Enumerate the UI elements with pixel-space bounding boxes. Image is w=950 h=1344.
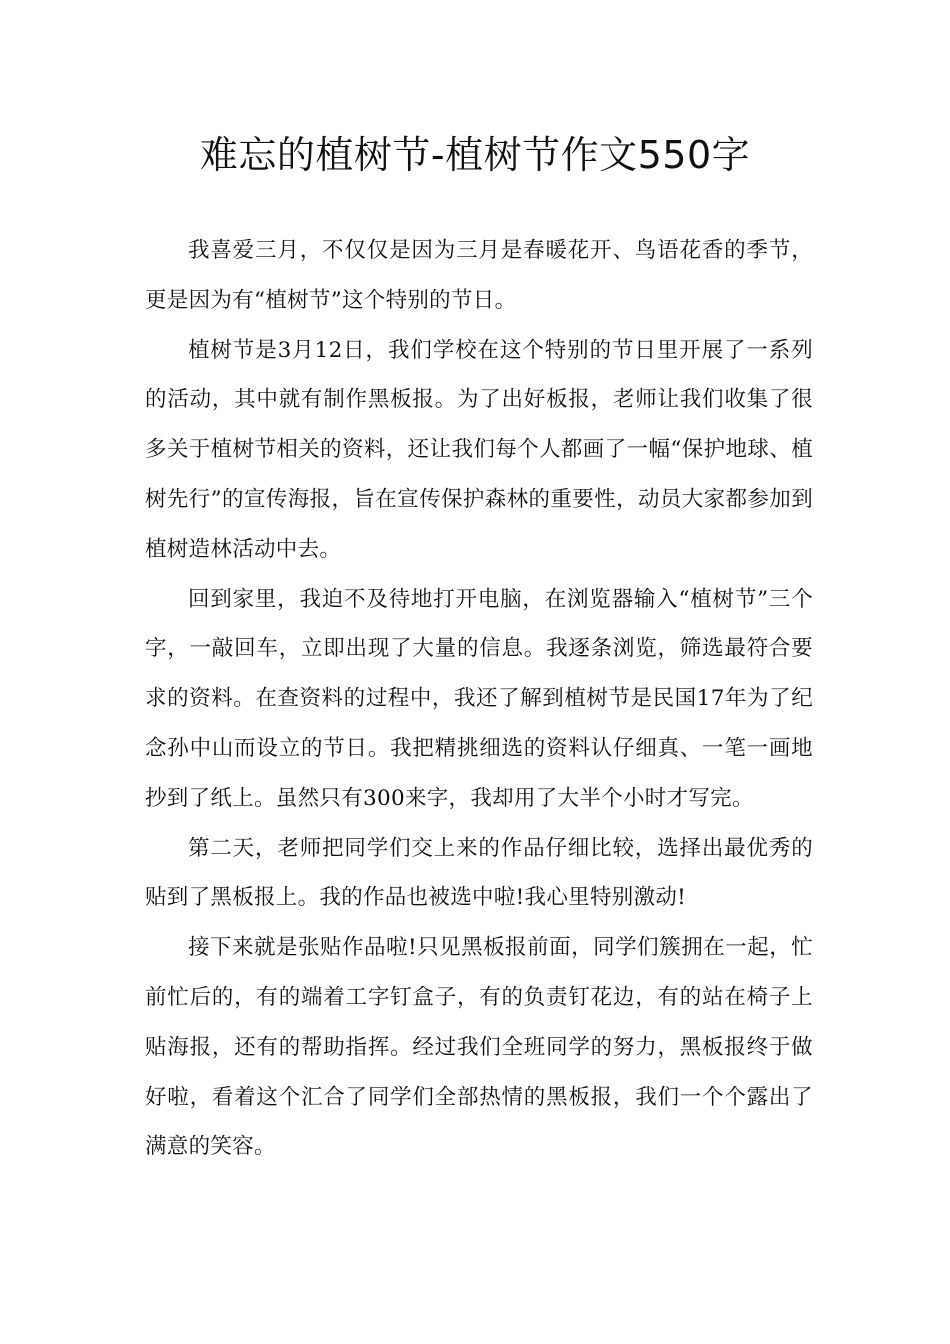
paragraph: 接下来就是张贴作品啦!只见黑板报前面，同学们簇拥在一起，忙前忙后的，有的端着工字钉盒子，有的负责钉花边，有的站在椅子上贴海报，还有的帮助指挥。经过我们全班同学的努力，黑板报终于做好啦，看着这个汇合了同学们全部热情的黑板报，我们一个个露出了满意的笑容。: [145, 935, 813, 1160]
paragraph: 回到家里，我迫不及待地打开电脑，在浏览器输入“植树节”三个字，一敲回车，立即出现了大量的信息。我逐条浏览，筛选最符合要求的资料。在查资料的过程中，我还了解到植树节是民国17年为了纪念孙中山而设立的节日。我把精挑细选的资料认仔细真、一笔一画地抄到了纸上。虽然只有300来字，我却用了大半个小时才写完。: [145, 586, 813, 811]
paragraph: 植树节是3月12日，我们学校在这个特别的节日里开展了一系列的活动，其中就有制作黑板报。为了出好板报，老师让我们收集了很多关于植树节相关的资料，还让我们每个人都画了一幅“保护地球、植树先行”的宣传海报，旨在宣传保护森林的重要性，动员大家都参加到植树造林活动中去。: [145, 337, 813, 562]
paragraph: 第二天，老师把同学们交上来的作品仔细比较，选择出最优秀的贴到了黑板报上。我的作品也被选中啦!我心里特别激动!: [145, 835, 813, 911]
paragraph: 我喜爱三月，不仅仅是因为三月是春暖花开、鸟语花香的季节，更是因为有“植树节”这个特别的节日。: [145, 238, 813, 313]
document-body: [145, 226, 813, 1172]
document-title: 难忘的植树节-植树节作文550字: [199, 133, 751, 177]
